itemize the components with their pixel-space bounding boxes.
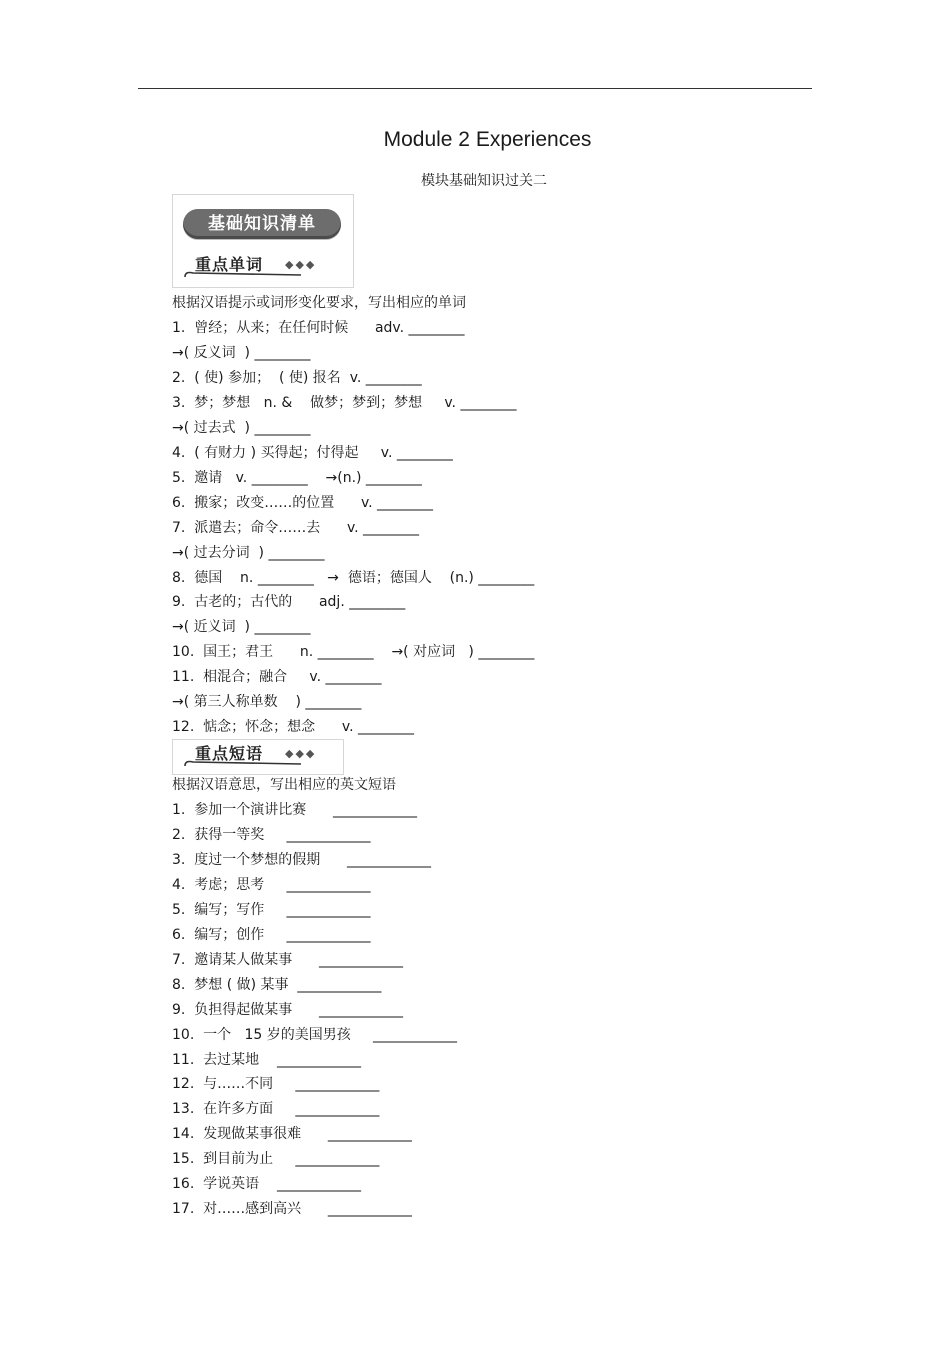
word-item: →( 第三人称单数 ) ________	[172, 694, 362, 711]
words-tag	[173, 253, 353, 283]
banner-title: 基础知识清单	[208, 214, 316, 234]
word-item: →( 过去分词 ) ________	[172, 544, 325, 561]
diamonds-icon: ◆◆◆	[285, 258, 317, 271]
page-subtitle: 模块基础知识过关二	[421, 173, 547, 189]
phrases-instruction: 根据汉语意思，写出相应的英文短语	[172, 777, 396, 793]
banner-pill	[183, 209, 341, 239]
phrase-item: 16. 学说英语 ____________	[172, 1176, 361, 1193]
phrase-item: 11. 去过某地 ____________	[172, 1051, 361, 1068]
word-item: 2. ( 使) 参加； ( 使) 报名 v. ________	[172, 369, 422, 386]
words-tag-label: 重点单词	[195, 255, 264, 274]
phrase-item: 3. 度过一个梦想的假期 ____________	[172, 851, 431, 868]
phrase-item: 15. 到目前为止 ____________	[172, 1151, 380, 1168]
word-item: →( 近义词 ) ________	[172, 619, 311, 636]
phrase-item: 14. 发现做某事很难 ____________	[172, 1126, 412, 1143]
word-item: 9. 古老的；古代的 adj. ________	[172, 594, 406, 611]
word-item: 1. 曾经；从来；在任何时候 adv. ________	[172, 320, 465, 336]
phrase-item: 8. 梦想 ( 做) 某事 ____________	[172, 976, 382, 993]
word-item: 5. 邀请 v. ________ →(n.) ________	[172, 469, 422, 486]
word-item: 3. 梦；梦想 n. & 做梦；梦到；梦想 v. ________	[172, 394, 517, 411]
phrase-item: 2. 获得一等奖 ____________	[172, 826, 371, 843]
word-item: 4. ( 有财力 ) 买得起；付得起 v. ________	[172, 444, 453, 461]
page-title: Module 2 Experiences	[383, 128, 592, 151]
word-item: 10. 国王；君王 n. ________ →( 对应词 ) ________	[172, 644, 535, 661]
phrase-item: 13. 在许多方面 ____________	[172, 1101, 380, 1118]
words-instruction: 根据汉语提示或词形变化要求，写出相应的单词	[172, 295, 466, 311]
word-item: 7. 派遣去；命令……去 v. ________	[172, 519, 420, 536]
phrase-item: 10. 一个 15 岁的美国男孩 ____________	[172, 1026, 458, 1043]
section-banner	[172, 194, 354, 288]
phrase-item: 1. 参加一个演讲比赛 ____________	[172, 802, 417, 818]
phrase-item: 4. 考虑；思考 ____________	[172, 876, 371, 893]
phrase-item: 17. 对……感到高兴 ____________	[172, 1201, 412, 1218]
phrases-tag	[173, 742, 343, 772]
phrase-item: 5. 编写；写作 ____________	[172, 901, 371, 918]
diamonds-icon: ◆◆◆	[285, 747, 317, 760]
phrases-tag-label: 重点短语	[195, 744, 264, 763]
word-item: →( 过去式 ) ________	[172, 419, 311, 436]
phrases-tag-box	[172, 739, 344, 775]
phrase-item: 6. 编写；创作 ____________	[172, 926, 371, 943]
word-item: 6. 搬家；改变……的位置 v. ________	[172, 494, 434, 511]
word-item: 11. 相混合；融合 v. ________	[172, 669, 382, 686]
word-item: 12. 惦念；怀念；想念 v. ________	[172, 719, 414, 736]
word-item: 8. 德国 n. ________ → 德语；德国人 (n.) ________	[172, 569, 535, 586]
word-item: →( 反义词 ) ________	[172, 344, 311, 361]
phrase-item: 9. 负担得起做某事 ____________	[172, 1001, 403, 1018]
phrase-item: 7. 邀请某人做某事 ____________	[172, 951, 403, 968]
phrase-item: 12. 与……不同 ____________	[172, 1076, 380, 1093]
header-rule	[138, 88, 812, 89]
